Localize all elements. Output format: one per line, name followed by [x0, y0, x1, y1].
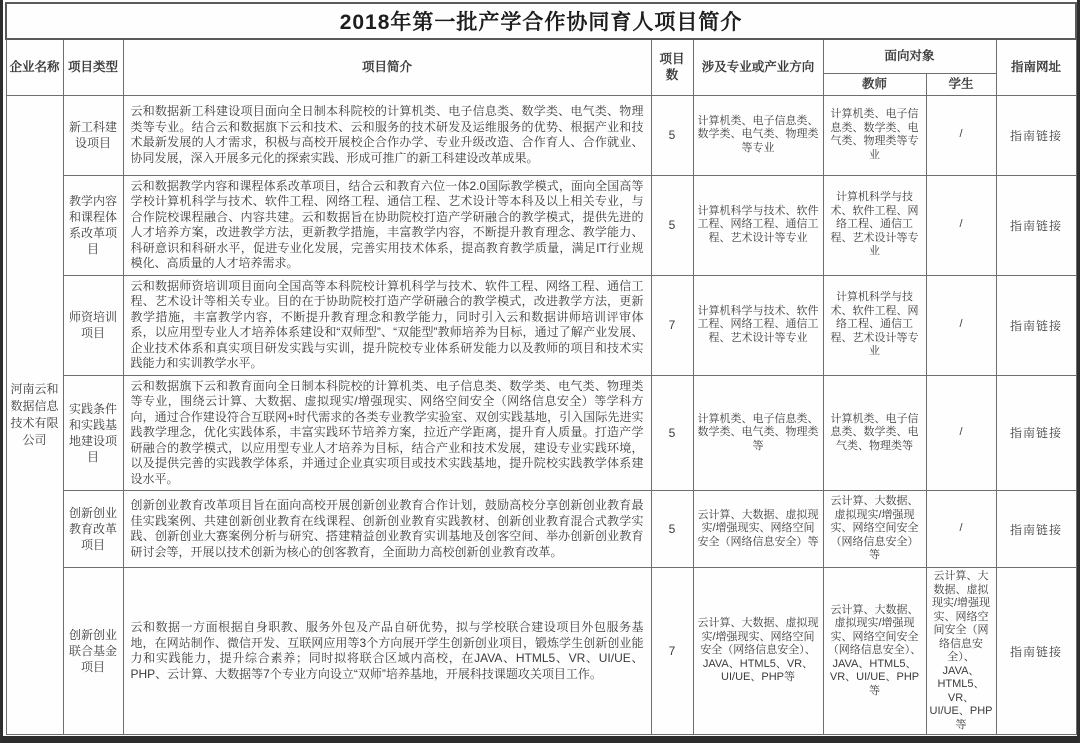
- teachers-cell: 云计算、大数据、虚拟现实/增强现实、网络空间安全（网络信息安全）、JAVA、HTML5、VR、UI/UE、PHP等: [823, 568, 926, 735]
- col-header-project-count: 项目数: [651, 39, 693, 95]
- project-count-cell: 7: [651, 275, 693, 375]
- majors-cell: 计算机科学与技术、软件工程、网络工程、通信工程、艺术设计等专业: [693, 275, 823, 375]
- teachers-cell: 计算机科学与技术、软件工程、网络工程、通信工程、艺术设计等专业: [823, 175, 926, 275]
- students-cell: /: [926, 175, 996, 275]
- col-header-guide-url: 指南网址: [996, 39, 1076, 95]
- guide-link[interactable]: 指南链接: [996, 568, 1076, 735]
- teachers-cell: 云计算、大数据、虚拟现实/增强现实、网络空间安全（网络信息安全）等: [823, 491, 926, 568]
- project-type-cell: 新工科建设项目: [63, 95, 123, 175]
- page-title: 2018年第一批产学合作协同育人项目简介: [6, 3, 1076, 39]
- guide-link[interactable]: 指南链接: [996, 175, 1076, 275]
- guide-link[interactable]: 指南链接: [996, 275, 1076, 375]
- projects-table: [5, 2, 1077, 735]
- teachers-cell: 计算机科学与技术、软件工程、网络工程、通信工程、艺术设计等专业: [823, 275, 926, 375]
- majors-cell: 云计算、大数据、虚拟现实/增强现实、网络空间安全（网络信息安全）、JAVA、HTML5、VR、UI/UE、PHP等: [693, 568, 823, 735]
- col-header-project-type: 项目类型: [63, 39, 123, 95]
- col-header-students: 学生: [926, 73, 996, 95]
- table-row: [6, 275, 1076, 375]
- project-count-cell: 7: [651, 568, 693, 735]
- project-type-cell: 教学内容和课程体系改革项目: [63, 175, 123, 275]
- col-header-audience: 面向对象: [823, 39, 996, 73]
- project-intro-cell: 云和数据旗下云和教育面向全日制本科院校的计算机类、电子信息类、数学类、电气类、物理类等专业，围绕云计算、大数据、虚拟现实/增强现实、网络空间安全（网络信息安全）等学科方向，通过合作建设符合互联网+时代需求的各类专业教学实验室、双创实践基地，引入国际先进实践教学理念，优化实践体系，丰富实践环节培养方案，拉近产学距离，提升育人质量。打造产学研融合的教学模式，以应用型专业人才培养为目标，结合产业和技术发展，建设专业实践环境，以及提供完善的实践教学体系，并通过企业真实项目或技术实践基地，提升院校实践教学体系建设水平。: [123, 375, 651, 491]
- col-header-project-intro: 项目简介: [123, 39, 651, 95]
- table-row: [6, 175, 1076, 275]
- project-intro-cell: 创新创业教育改革项目旨在面向高校开展创新创业教育合作计划，鼓励高校分享创新创业教育最佳实践案例、共建创新创业教育在线课程、创新创业教育实践教材、创新创业教育混合式教学实践、创新创业大赛案例分析与研究、搭建精益创业教育实训基地及创客空间、举办创新创业教育研讨会等，开展以技术创新为核心的创客教育，全面助力高校创新创业教育改革。: [123, 491, 651, 568]
- project-type-cell: 创新创业教育改革项目: [63, 491, 123, 568]
- project-intro-cell: 云和数据教学内容和课程体系改革项目，结合云和教育六位一体2.0国际教学模式，面向全国高等学校计算机科学与技术、软件工程、网络工程、通信工程、艺术设计等本科及以上相关专业，与合作院校课程融合、内容共建。云和数据旨在协助院校打造产学研融合的教学模式，提供先进的人才培养方案，改进教学方法，更新教学措施，丰富教学内容，不断提升教育理念、教学能力、科研意识和科研水平，促进专业化发展，完善实用技术体系，提高教育教学质量，满足IT行业规模化、高质量的人才培养需求。: [123, 175, 651, 275]
- table-row: [6, 95, 1076, 175]
- header-row-1: [6, 39, 1076, 73]
- col-header-teachers: 教师: [823, 73, 926, 95]
- project-count-cell: 5: [651, 491, 693, 568]
- guide-link[interactable]: 指南链接: [996, 95, 1076, 175]
- bottom-edge-bar: [3, 736, 1077, 743]
- teachers-cell: 计算机类、电子信息类、数学类、电气类、物理类等专业: [823, 95, 926, 175]
- majors-cell: 计算机科学与技术、软件工程、网络工程、通信工程、艺术设计等专业: [693, 175, 823, 275]
- table-row: [6, 568, 1076, 735]
- table-row: [6, 375, 1076, 491]
- project-type-cell: 实践条件和实践基地建设项目: [63, 375, 123, 491]
- table-title-row: [6, 3, 1076, 39]
- project-intro-cell: 云和数据一方面根据自身职教、服务外包及产品自研优势，拟与学校联合建设项目外包服务基地，在网站制作、微信开发、互联网应用等3个方向展开学生创新创业项目，锻炼学生创新创业能力和实践能力，提升综合素养；同时拟将联合区域内高校，在JAVA、HTML5、VR、UI/UE、PHP、云计算、大数据等7个专业方向设立“双师”培养基地，开展科技课题攻关项目工作。: [123, 568, 651, 735]
- project-type-cell: 创新创业联合基金项目: [63, 568, 123, 735]
- guide-link[interactable]: 指南链接: [996, 375, 1076, 491]
- students-cell: /: [926, 275, 996, 375]
- majors-cell: 计算机类、电子信息类、数学类、电气类、物理类等: [693, 375, 823, 491]
- students-cell: /: [926, 491, 996, 568]
- majors-cell: 云计算、大数据、虚拟现实/增强现实、网络空间安全（网络信息安全）等: [693, 491, 823, 568]
- students-cell: /: [926, 95, 996, 175]
- teachers-cell: 计算机类、电子信息类、数学类、电气类、物理类等: [823, 375, 926, 491]
- project-type-cell: 师资培训项目: [63, 275, 123, 375]
- students-cell: 云计算、大数据、虚拟现实/增强现实、网络空间安全（网络信息安全）、JAVA、HTML5、VR、UI/UE、PHP等: [926, 568, 996, 735]
- project-intro-cell: 云和数据新工科建设项目面向全日制本科院校的计算机类、电子信息类、数学类、电气类、物理类等专业。结合云和数据旗下云和技术、云和服务的技术研发及运维服务的优势、根据产业和技术最新发展的人才需求，积极与高校开展校企合作办学、专业升级改造、合作育人、合作就业、协同发展，深入开展多元化的探索实践、形成可推广的新工科建设改革成果。: [123, 95, 651, 175]
- col-header-company: 企业名称: [6, 39, 63, 95]
- project-count-cell: 5: [651, 95, 693, 175]
- table-row: [6, 491, 1076, 568]
- project-count-cell: 5: [651, 375, 693, 491]
- company-name-cell: 河南云和数据信息技术有限公司: [6, 95, 63, 735]
- majors-cell: 计算机类、电子信息类、数学类、电气类、物理类等专业: [693, 95, 823, 175]
- students-cell: /: [926, 375, 996, 491]
- project-count-cell: 5: [651, 175, 693, 275]
- guide-link[interactable]: 指南链接: [996, 491, 1076, 568]
- project-intro-cell: 云和数据师资培训项目面向全国高等本科院校计算机科学与技术、软件工程、网络工程、通信工程、艺术设计等相关专业。目的在于协助院校打造产学研融合的教学模式，改进教学方法，更新教学措施，丰富教学内容，不断提升教育理念和教学能力，同时引入云和数据讲师培训评审体系，以应用型专业人才培养体系建设和“双师型”、“双能型”教师培养为目标，通过了解产业发展、企业技术体系和真实项目研发实践与实训，提升院校专业体系研发能力以及教师的项目和技术实践能力和实训教学水平。: [123, 275, 651, 375]
- col-header-majors: 涉及专业或产业方向: [693, 39, 823, 95]
